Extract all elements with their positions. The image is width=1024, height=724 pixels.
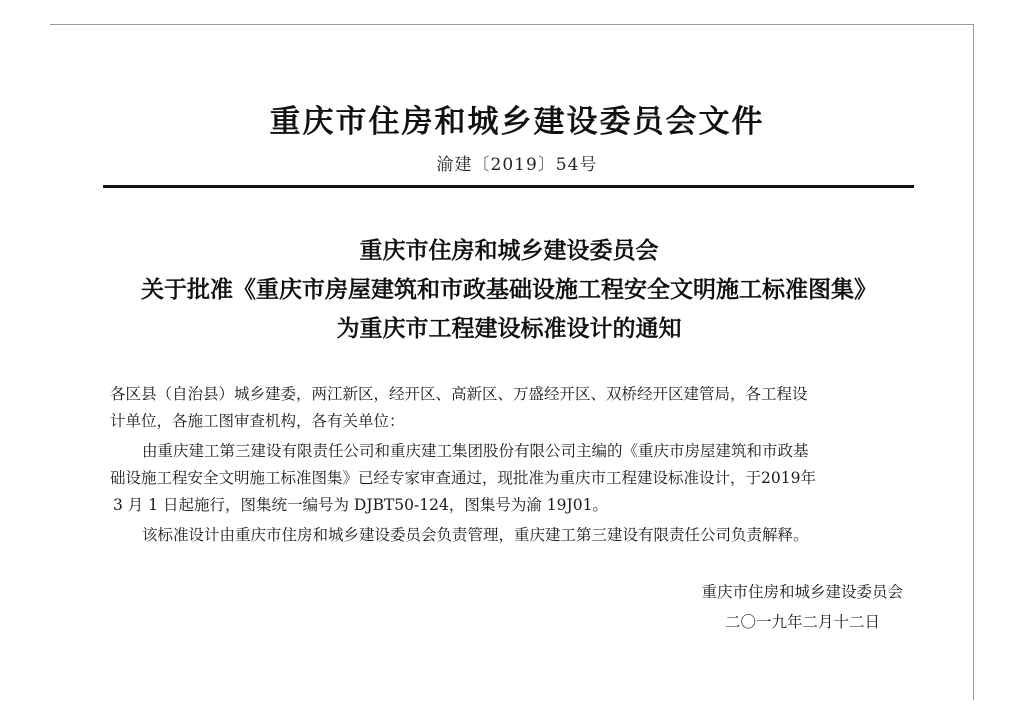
notice-title-line-3: 为重庆市工程建设标准设计的通知: [336, 316, 682, 342]
signature-organization: 重庆市住房和城乡建设委员会: [701, 583, 903, 601]
body-line-recipients-cont: 计单位，各施工图审查机构，各有关单位：: [110, 412, 405, 430]
header-divider: [103, 185, 914, 188]
body-line-paragraph-1-end: 3 月 1 日起施行，图集统一编号为 DJBT50-124，图集号为渝 19J01。: [113, 496, 608, 514]
body-line-paragraph-1-cont: 础设施工程安全文明施工标准图集》已经专家审查通过，现批准为重庆市工程建设标准设计，于2019年: [110, 469, 816, 487]
notice-title-line-2: 关于批准《重庆市房屋建筑和市政基础设施工程安全文明施工标准图集》: [141, 277, 877, 303]
body-line-paragraph-2: 该标准设计由重庆市住房和城乡建设委员会负责管理，重庆建工第三建设有限责任公司负责解释。: [142, 526, 809, 544]
notice-title-line-1: 重庆市住房和城乡建设委员会: [359, 238, 659, 264]
document-header-title: 重庆市住房和城乡建设委员会文件: [269, 104, 765, 140]
body-line-recipients: 各区县（自治县）城乡建委，两江新区，经开区、高新区、万盛经开区、双桥经开区建管局，各工程设: [110, 385, 808, 403]
body-line-paragraph-1: 由重庆建工第三建设有限责任公司和重庆建工集团股份有限公司主编的《重庆市房屋建筑和市政基: [142, 442, 809, 460]
signature-date: 二〇一九年二月十二日: [724, 613, 880, 631]
page-border-top: [50, 24, 974, 25]
document-number: 渝建〔2019〕54号: [436, 155, 598, 175]
